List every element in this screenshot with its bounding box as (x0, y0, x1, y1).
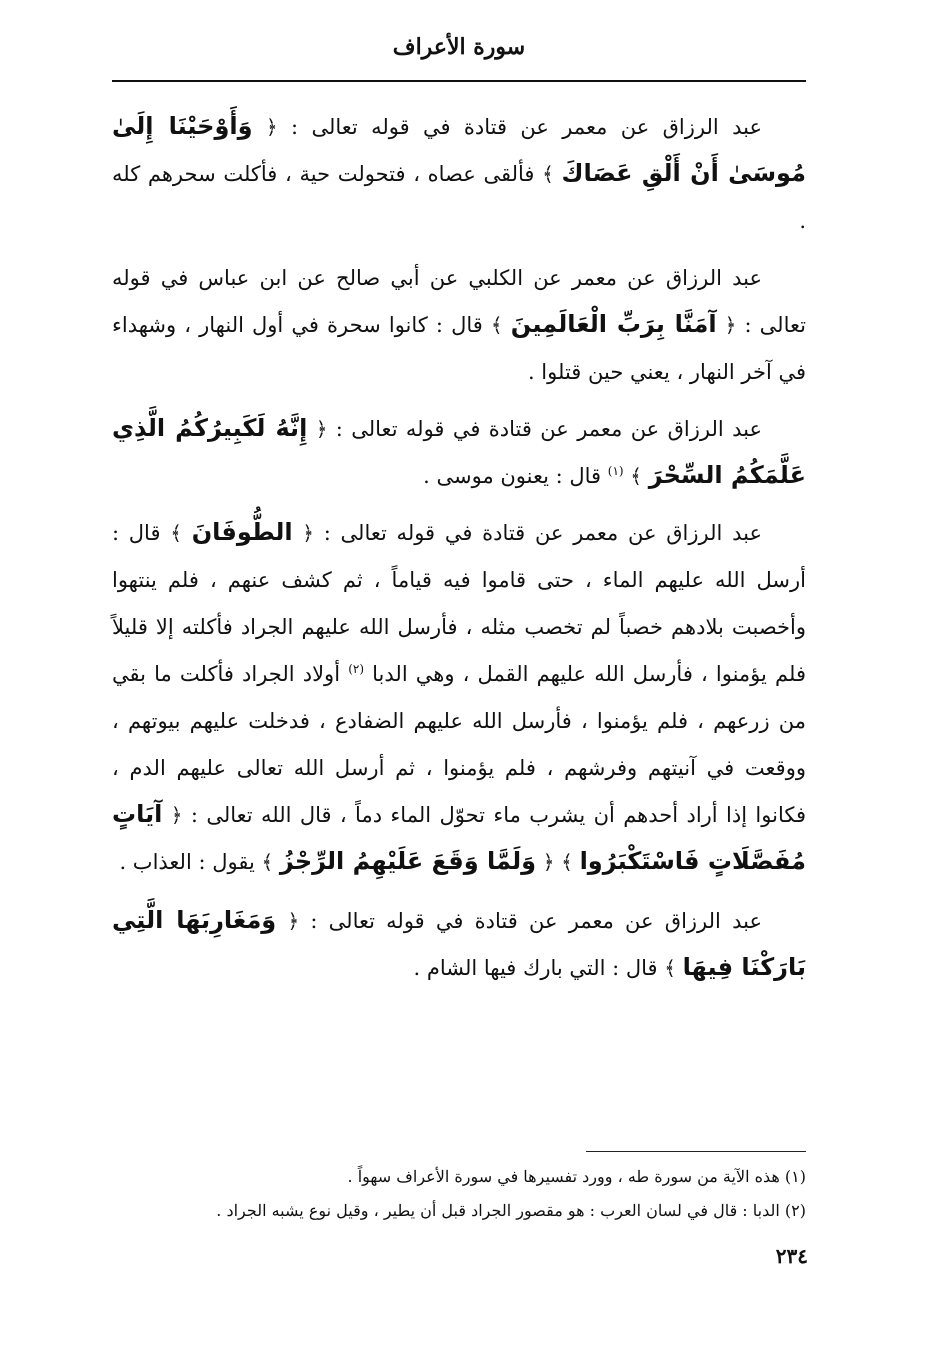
quran-open-bracket: ﴿ (170, 803, 183, 827)
running-header: سورة الأعراف (392, 34, 526, 60)
footnote-rule (586, 1151, 806, 1152)
paragraph-5 (112, 898, 806, 992)
header-rule (112, 80, 806, 82)
paragraph-text: قال : يعنون موسى . (423, 464, 602, 488)
paragraph-2 (112, 255, 806, 396)
quran-verse: إِنَّهُ لَكَبِيرُكُمُ الَّذِي عَلَّمَكُمُ السِّحْرَ (112, 414, 806, 489)
paragraph-intro: عبد الرزاق عن معمر عن قتادة في قوله تعالى : (310, 909, 762, 933)
footnote-ref-1: (١) (607, 464, 624, 478)
quran-verse: الطُّوفَانَ (191, 518, 293, 546)
quran-open-bracket: ﴿ (265, 115, 278, 139)
paragraph-intro: عبد الرزاق عن معمر عن قتادة في قوله تعالى : (323, 521, 762, 545)
paragraph-text: قال : كانوا سحرة في أول النهار ، وشهداء في آخر النهار ، يعني حين قتلوا . (112, 313, 806, 384)
paragraph-3 (112, 406, 806, 500)
quran-verse: وَأَوْحَيْنَا إِلَىٰ مُوسَىٰ أَنْ أَلْقِ عَصَاكَ (112, 112, 806, 187)
quran-open-bracket: ﴿ (287, 909, 300, 933)
paragraph-text: أولاد الجراد فأكلت ما بقي من زرعهم ، فلم يؤمنوا ، فأرسل الله عليهم الضفادع ، فدخلت عليهم بيوتهم ، ووقعت في آنيتهم وفرشهم ، فلم يؤمنوا ، ثم أرسل الله تعالى عليهم الدم ، فكانوا إذا أراد أحدهم أن يشرب ماء تحوّل الماء دماً ، قال الله تعالى : (112, 662, 806, 827)
paragraph-text: قال : التي بارك فيها الشام . (413, 956, 658, 980)
paragraph-text: قال : أرسل الله عليهم الماء ، حتى قاموا فيه قياماً ، ثم كشف عنهم ، فلم ينتهوا وأخصبت بلادهم خصباً لم تخصب مثله ، فأرسل الله عليهم الجراد فأكلته إلا قليلاً فلم يؤمنوا ، فأرسل الله عليهم القمل ، وهي الدبا (112, 521, 806, 686)
main-text (112, 104, 806, 1002)
footnotes (112, 1160, 806, 1228)
quran-open-bracket: ﴿ (315, 417, 328, 441)
quran-close-bracket: ﴾ (561, 850, 573, 874)
quran-verse: آمَنَّا بِرَبِّ الْعَالَمِينَ (510, 310, 717, 338)
quran-open-bracket: ﴿ (724, 313, 737, 337)
quran-close-bracket: ﴾ (490, 313, 503, 337)
quran-verse: وَمَغَارِبَهَا الَّتِي بَارَكْنَا فِيهَا (112, 906, 806, 981)
paragraph-intro: عبد الرزاق عن معمر عن الكلبي عن أبي صالح عن ابن عباس في قوله تعالى : (112, 266, 806, 337)
paragraph-text: يقول : العذاب . (119, 850, 255, 874)
quran-open-bracket: ﴿ (302, 521, 315, 545)
paragraph-intro: عبد الرزاق عن معمر عن قتادة في قوله تعالى : (335, 417, 762, 441)
footnote-1: (١) هذه الآية من سورة طه ، وورد تفسيرها في سورة الأعراف سهواً . (347, 1167, 806, 1186)
quran-close-bracket: ﴾ (630, 464, 642, 488)
quran-close-bracket: ﴾ (261, 850, 274, 874)
quran-verse: وَلَمَّا وَقَعَ عَلَيْهِمُ الرِّجْزُ (279, 847, 537, 875)
footnote-2: (٢) الدبا : قال في لسان العرب : هو مقصور الجراد قبل أن يطير ، وقيل نوع يشبه الجراد . (216, 1201, 806, 1220)
footnote-ref-2: (٢) (348, 662, 365, 676)
page-number: ٢٣٤ (775, 1244, 808, 1268)
paragraph-4 (112, 510, 806, 886)
paragraph-1 (112, 104, 806, 245)
quran-close-bracket: ﴾ (170, 521, 182, 545)
paragraph-intro: عبد الرزاق عن معمر عن قتادة في قوله تعالى : (291, 115, 762, 139)
quran-close-bracket: ﴾ (664, 956, 676, 980)
paragraph-text: فألقى عصاه ، فتحولت حية ، فأكلت سحرهم كله . (112, 162, 806, 233)
quran-verse: آيَاتٍ مُفَصَّلَاتٍ فَاسْتَكْبَرُوا (112, 800, 806, 875)
quran-close-bracket: ﴾ (542, 162, 554, 186)
quran-open-bracket: ﴿ (542, 850, 555, 874)
